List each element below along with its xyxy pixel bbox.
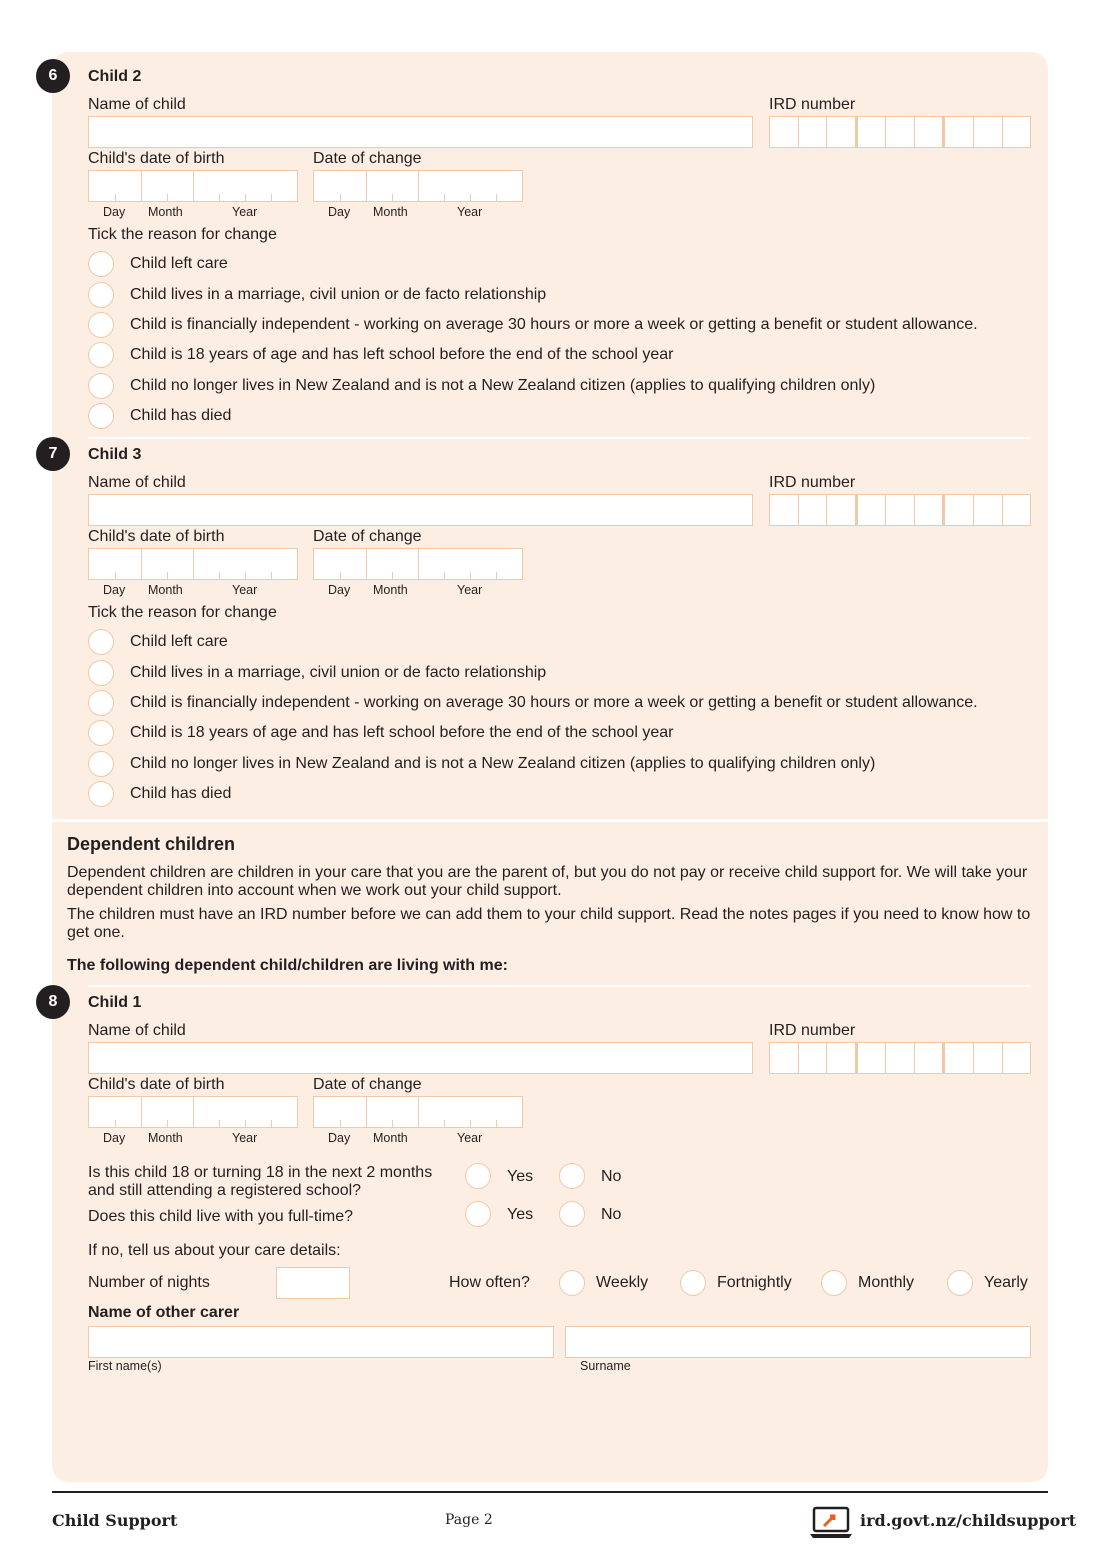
- divider: [88, 985, 1031, 987]
- child-heading: Child 2: [88, 68, 142, 85]
- footer-title: Child Support: [52, 1511, 178, 1530]
- reason-radio-left-care[interactable]: [88, 629, 114, 655]
- number-of-nights-label: Number of nights: [88, 1274, 210, 1291]
- month-caption: Month: [148, 1131, 183, 1145]
- dependent-children-heading: Dependent children: [67, 834, 236, 854]
- dob-input[interactable]: [88, 548, 298, 580]
- name-of-child-label: Name of child: [88, 474, 186, 491]
- yearly-label: Yearly: [984, 1274, 1028, 1291]
- monthly-radio[interactable]: [821, 1270, 847, 1296]
- reason-label: Tick the reason for change: [88, 604, 277, 621]
- year-caption: Year: [232, 1131, 258, 1145]
- reason-option-label: Child no longer lives in New Zealand and is not a New Zealand citizen (applies to qualifying children only): [130, 755, 876, 772]
- ird-number-input[interactable]: [769, 1042, 1031, 1074]
- full-time-no-radio[interactable]: [559, 1201, 585, 1227]
- year-caption: Year: [232, 205, 258, 219]
- living-with-me-label: The following dependent child/children are living with me:: [67, 957, 508, 974]
- name-of-child-input[interactable]: [88, 116, 753, 148]
- date-of-change-label: Date of change: [313, 528, 422, 545]
- no-label: No: [601, 1206, 622, 1223]
- question-number-6: 6: [36, 59, 70, 93]
- reason-option-label: Child is financially independent - working on average 30 hours or more a week or getting a benefit or student allowance.: [130, 694, 978, 711]
- reason-option-label: Child has died: [130, 785, 232, 802]
- reason-radio-relationship[interactable]: [88, 282, 114, 308]
- ird-number-input[interactable]: [769, 116, 1031, 148]
- reason-option-label: Child no longer lives in New Zealand and is not a New Zealand citizen (applies to qualifying children only): [130, 377, 876, 394]
- ird-number-label: IRD number: [769, 474, 856, 491]
- name-of-child-label: Name of child: [88, 96, 186, 113]
- dob-label: Child's date of birth: [88, 528, 225, 545]
- child-heading: Child 3: [88, 446, 142, 463]
- ird-number-label: IRD number: [769, 96, 856, 113]
- monthly-label: Monthly: [858, 1274, 915, 1291]
- reason-radio-overseas[interactable]: [88, 373, 114, 399]
- reason-radio-left-care[interactable]: [88, 251, 114, 277]
- date-of-change-label: Date of change: [313, 150, 422, 167]
- school-question: Is this child 18 or turning 18 in the next 2 months and still attending a registered school?: [88, 1164, 433, 1199]
- reason-option-label: Child lives in a marriage, civil union or de facto relationship: [130, 286, 547, 303]
- child-heading: Child 1: [88, 994, 142, 1011]
- reason-radio-left-school[interactable]: [88, 720, 114, 746]
- school-yes-radio[interactable]: [465, 1163, 491, 1189]
- reason-option-label: Child left care: [130, 255, 228, 272]
- day-caption: Day: [103, 583, 126, 597]
- reason-radio-overseas[interactable]: [88, 751, 114, 777]
- day-caption: Day: [328, 583, 351, 597]
- date-of-change-input[interactable]: [313, 170, 523, 202]
- reason-option-label: Child is 18 years of age and has left school before the end of the school year: [130, 724, 674, 741]
- name-of-child-input[interactable]: [88, 1042, 753, 1074]
- month-caption: Month: [373, 1131, 408, 1145]
- dob-input[interactable]: [88, 1096, 298, 1128]
- date-of-change-input[interactable]: [313, 1096, 523, 1128]
- dob-input[interactable]: [88, 170, 298, 202]
- question-number-7: 7: [36, 437, 70, 471]
- page-number: Page 2: [445, 1512, 493, 1528]
- weekly-label: Weekly: [596, 1274, 649, 1291]
- year-caption: Year: [457, 205, 483, 219]
- ird-number-label: IRD number: [769, 1022, 856, 1039]
- reason-radio-independent[interactable]: [88, 690, 114, 716]
- name-of-child-input[interactable]: [88, 494, 753, 526]
- reason-option-label: Child has died: [130, 407, 232, 424]
- dob-label: Child's date of birth: [88, 150, 225, 167]
- month-caption: Month: [373, 205, 408, 219]
- reason-option-label: Child left care: [130, 633, 228, 650]
- footer-rule: [52, 1491, 1048, 1493]
- divider: [88, 437, 1031, 439]
- year-caption: Year: [232, 583, 258, 597]
- first-names-caption: First name(s): [88, 1359, 162, 1373]
- date-of-change-label: Date of change: [313, 1076, 422, 1093]
- fortnightly-label: Fortnightly: [717, 1274, 792, 1291]
- reason-label: Tick the reason for change: [88, 226, 277, 243]
- reason-option-label: Child lives in a marriage, civil union or de facto relationship: [130, 664, 547, 681]
- dob-label: Child's date of birth: [88, 1076, 225, 1093]
- surname-caption: Surname: [580, 1359, 631, 1373]
- fortnightly-radio[interactable]: [680, 1270, 706, 1296]
- how-often-label: How often?: [449, 1274, 530, 1291]
- school-no-radio[interactable]: [559, 1163, 585, 1189]
- day-caption: Day: [328, 1131, 351, 1145]
- name-of-child-label: Name of child: [88, 1022, 186, 1039]
- reason-radio-died[interactable]: [88, 403, 114, 429]
- laptop-icon: [810, 1506, 852, 1540]
- date-of-change-input[interactable]: [313, 548, 523, 580]
- weekly-radio[interactable]: [559, 1270, 585, 1296]
- reason-radio-independent[interactable]: [88, 312, 114, 338]
- yearly-radio[interactable]: [947, 1270, 973, 1296]
- yes-label: Yes: [507, 1168, 534, 1185]
- full-time-question: Does this child live with you full-time?: [88, 1208, 353, 1225]
- reason-option-label: Child is 18 years of age and has left school before the end of the school year: [130, 346, 674, 363]
- day-caption: Day: [328, 205, 351, 219]
- footer-url-link[interactable]: ird.govt.nz/childsupport: [860, 1511, 1077, 1530]
- yes-label: Yes: [507, 1206, 534, 1223]
- month-caption: Month: [148, 583, 183, 597]
- reason-radio-left-school[interactable]: [88, 342, 114, 368]
- no-label: No: [601, 1168, 622, 1185]
- full-time-yes-radio[interactable]: [465, 1201, 491, 1227]
- carer-first-name-input[interactable]: [88, 1326, 554, 1358]
- number-of-nights-input[interactable]: [276, 1267, 350, 1299]
- care-details-label: If no, tell us about your care details:: [88, 1242, 341, 1259]
- section-divider: [52, 819, 1048, 822]
- ird-number-input[interactable]: [769, 494, 1031, 526]
- month-caption: Month: [148, 205, 183, 219]
- reason-radio-relationship[interactable]: [88, 660, 114, 686]
- day-caption: Day: [103, 205, 126, 219]
- carer-surname-input[interactable]: [565, 1326, 1031, 1358]
- day-caption: Day: [103, 1131, 126, 1145]
- reason-option-label: Child is financially independent - working on average 30 hours or more a week or getting a benefit or student allowance.: [130, 316, 978, 333]
- dependent-ird-text: The children must have an IRD number before we can add them to your child support. Read the notes pages if you need to know how to get one.: [67, 906, 1031, 941]
- other-carer-heading: Name of other carer: [88, 1304, 240, 1321]
- question-number-8: 8: [36, 985, 70, 1019]
- year-caption: Year: [457, 1131, 483, 1145]
- reason-radio-died[interactable]: [88, 781, 114, 807]
- month-caption: Month: [373, 583, 408, 597]
- dependent-intro-text: Dependent children are children in your care that you are the parent of, but you do not pay or receive child support for. We will take your dependent children into account when we work out your child support.: [67, 864, 1028, 899]
- year-caption: Year: [457, 583, 483, 597]
